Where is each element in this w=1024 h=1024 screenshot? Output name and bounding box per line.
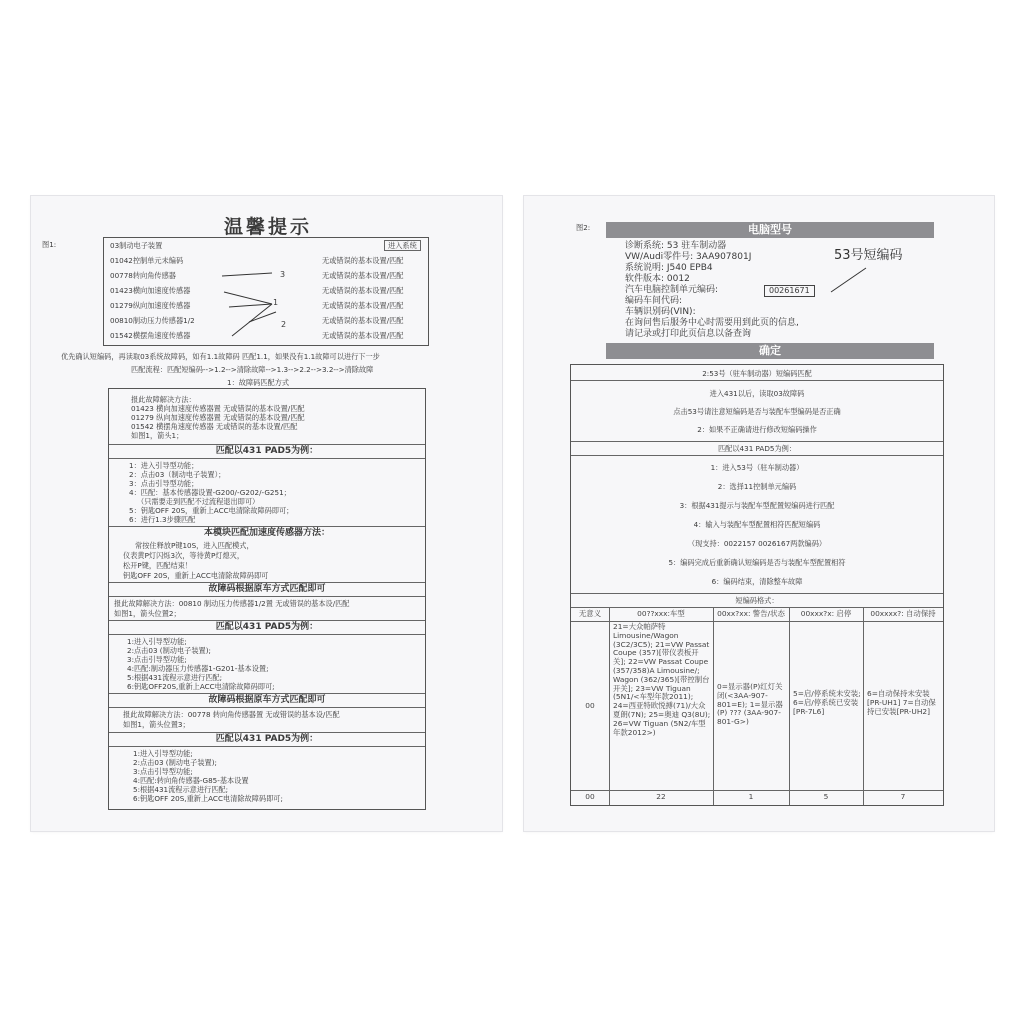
pad-title-1: 匹配以431 PAD5为例： [215,446,319,456]
table-header: 00??xxx:车型 [637,609,685,618]
callout-arrow [524,196,994,316]
step: 3：根据431提示与装配车型配置短编码进行匹配 [679,501,835,510]
pad1-line: 2：点击03（制动电子装置）； [129,470,226,479]
fault-description: 无或错误的基本设置/匹配 [322,271,404,280]
left-instruction-sheet [31,196,502,831]
callout-line [831,268,866,292]
short-code-value: 00261671 [764,285,815,297]
module-line: 仪表黄P灯闪烁3次，等待黄P灯熄灭， [123,551,245,560]
bottom-value: 00 [585,792,595,801]
figure-label: 图2: [576,223,591,232]
fault-description: 无或错误的基本设置/匹配 [322,316,404,325]
divider [109,634,425,635]
pad3-line: 4:匹配:转向角传感器-G85-基本设置 [133,776,249,785]
info-line: VW/Audi零件号: 3AA907801J [625,252,752,262]
divider [571,790,943,791]
pad3-line: 2:点击03 (制动电子装置); [133,758,217,767]
step: 2：选择11控制单元编码 [717,482,797,491]
fault-title-2: 故障码根据原车方式匹配即可 [208,695,326,705]
s1-line: 01423 横向加速度传感器置 无或错误的基本设置/匹配 [131,404,305,413]
divider [571,607,943,608]
pad2-line: 1:进入引导型功能; [127,637,187,646]
arrow-line [249,312,276,322]
s1-line: 如图1，箭头1； [131,431,184,440]
divider [109,746,425,747]
step: 4：输入与装配车型配置相符匹配短编码 [693,520,821,529]
pad3-line: 1:进入引导型功能; [133,749,193,758]
divider [109,526,425,527]
table-header: 00xxx?x: 启停 [800,609,852,618]
warning-codes: 0=显示器(P)红灯关闭(<3AA-907-801=E); 1=显示器(P) ??? (3AA-907-801-G>) [717,682,783,727]
step: 6：编码结束，清除整车故障 [711,577,803,586]
divider [109,458,425,459]
module-line: 松开P键，匹配结束！ [123,561,193,570]
divider [109,707,425,708]
f2-line: 报此故障解决方法：00778 转向角传感器置 无或错误的基本设/匹配 [123,710,340,719]
info-line: 请记录或打印此页信息以备查询 [625,329,752,339]
intro-line-2: 匹配流程：匹配短编码-->1.2-->清除故障-->1.3-->2.2-->3.2-->清除故障 [131,365,374,374]
short-code-label: 53号短编码 [834,248,903,263]
pad1-line: 6：进行1.3步骤匹配 [129,515,196,524]
fault-description: 无或错误的基本设置/匹配 [322,301,404,310]
arrow-line [222,273,272,276]
fault-code: 00810制动压力传感器1/2 [110,316,195,325]
arrow-line [224,292,272,304]
match-line: 点击53号请注意短编码是否与装配车型编码是否正确 [673,407,841,416]
enter-system-button[interactable]: 进入系统 [384,240,421,251]
divider [109,582,425,583]
pad3-line: 5:根据431流程示意进行匹配; [133,785,229,794]
module-title: 本模块匹配加速度传感器方法： [203,528,330,538]
table-col-line [713,607,714,805]
fault-description: 无或错误的基本设置/匹配 [322,286,404,295]
bottom-value: 22 [656,792,666,801]
pad2-line: 4:匹配:制动器压力传感器1-G201-基本设置; [127,664,269,673]
fault-code: 01423横向加速度传感器 [110,286,191,295]
arrow-annotations [104,238,430,347]
bottom-value: 1 [748,792,754,801]
confirm-button[interactable]: 确定 [606,343,934,359]
table-col-line [609,607,610,805]
arrow-line [229,304,272,307]
match-title: 2:53号（驻车制动器）短编码匹配 [702,369,812,378]
info-line: 在询问售后服务中心时需要用到此页的信息, [625,318,799,328]
fault-description: 无或错误的基本设置/匹配 [322,256,404,265]
sheet-title: 温馨提示 [224,216,313,238]
pad2-line: 2:点击03 (制动电子装置); [127,646,211,655]
coding-frame [570,364,944,806]
autohold-codes: 6=自动保持未安装[PR-UH1] 7=自动保持已安装[PR-UH2] [867,689,936,716]
table-col-line [789,607,790,805]
f2-line: 如图1，箭头位置3； [123,720,190,729]
startstop-codes: 5=启/停系统未安装; 6=启/停系统已安装[PR-7L6] [793,689,861,716]
fault-code: 01042控制单元未编码 [110,256,184,265]
fault-title-1: 故障码根据原车方式匹配即可 [208,584,326,594]
divider [571,441,943,442]
row-label: 00 [585,701,595,710]
pad1-line: 5：钥匙OFF 20S，重新上ACC电清除故障码即可； [129,506,294,515]
info-line: 编码车间代码: [625,296,683,306]
figure1-fault-list [103,237,429,346]
pad1-line: 3：点击引导型功能； [129,479,199,488]
pad2-line: 3:点击引导型功能; [127,655,187,664]
divider [109,693,425,694]
pad3-line: 3:点击引导型功能; [133,767,193,776]
bottom-value: 7 [900,792,906,801]
s1-line: 01542 横摆角速度传感器 无或错误的基本设置/匹配 [131,422,298,431]
info-line: 汽车电脑控制单元编码: [625,285,719,295]
step: 5：编码完成后重新确认短编码是否与装配车型配置相符 [668,558,846,567]
format-title: 短编码格式： [735,596,779,605]
pad-title-2: 匹配以431 PAD5为例： [215,622,319,632]
procedure-frame [108,388,426,810]
arrow-line [232,304,272,336]
pad1-line: 1：进入引导型功能； [129,461,199,470]
fault-description: 无或错误的基本设置/匹配 [322,331,404,340]
figure-label: 图1: [42,240,57,249]
pad-title: 匹配以431 PAD5为例： [717,444,797,453]
section1-title: 1：故障码匹配方式 [227,378,290,387]
info-line: 软件版本: 0012 [625,274,690,284]
arrow-label-1: 1 [273,298,279,307]
info-line: 诊断系统: 53 驻车制动器 [625,241,727,251]
divider [109,596,425,597]
pad1-line: （只需要走到匹配不过流程退出即可） [137,497,260,506]
pad1-line: 4：匹配：基本传感器设置-G200/-G202/-G251； [129,488,291,497]
pad-title-3: 匹配以431 PAD5为例： [215,734,319,744]
arrow-label-2: 2 [281,320,287,329]
fault-code: 01542横摆角速度传感器 [110,331,191,340]
table-col-line [863,607,864,805]
right-coding-sheet [524,196,994,831]
computer-model-header: 电脑型号 [606,222,934,238]
s1-line: 01279 纵向加速度传感器置 无或错误的基本设置/匹配 [131,413,305,422]
model-codes: 21=大众帕萨特 Limousine/Wagon (3C2/3C5); 21=VW Passat Coupe (357)[带仪表板开关]; 22=VW Passat Coupe (357/358)A Limousine/; Wagon (362/365)[带控制台开关]; 23=VW Tiguan (5N1/<车型年款2011); 24=西亚特欧悦搏(71)/大众夏朗(7N); 25=奥迪 Q3(8U); 26=VW Tiguan (5N2/车型年款2012>) [613,622,711,737]
arrow-label-3: 3 [280,270,286,279]
pad2-line: 6:钥匙OFF20S,重新上ACC电清除故障码即可; [127,682,275,691]
table-header: 00xxxx?: 自动保持 [870,609,936,618]
divider [571,593,943,594]
match-line: 进入431以后，读取03故障码 [709,389,805,398]
step: （现支持：0022157 0026167两款编码） [687,539,827,548]
divider [109,732,425,733]
fault-code: 00778转向角传感器 [110,271,176,280]
info-line: 车辆识别码(VIN): [625,307,696,317]
f1-line: 如图1，箭头位置2； [114,609,181,618]
divider [571,455,943,456]
divider [571,380,943,381]
pad2-line: 5:根据431流程示意进行匹配; [127,673,223,682]
divider [109,620,425,621]
s1-line: 报此故障解决方法： [131,395,196,404]
pad3-line: 6:钥匙OFF 20S,重新上ACC电清除故障码即可; [133,794,283,803]
info-line: 系统说明: J540 EPB4 [625,263,713,273]
fault-code: 01279纵向加速度传感器 [110,301,191,310]
match-line: 2：如果不正确请进行修改短编码操作 [697,425,817,434]
f1-line: 报此故障解决方法：00810 制动压力传感器1/2置 无或错误的基本设/匹配 [114,599,350,608]
step: 1：进入53号（驻车制动器） [710,463,804,472]
system-name: 03制动电子装置 [110,241,163,250]
module-line: 钥匙OFF 20S，重新上ACC电清除故障码即可 [123,571,269,580]
divider [109,444,425,445]
bottom-value: 5 [823,792,829,801]
table-header: 00xx?xx: 警告/状态 [717,609,785,618]
table-header: 无意义 [578,609,602,618]
intro-line-1: 优先确认短编码，再读取03系统故障码，如有1.1故障码 匹配1.1，如果没有1.1故障可以进行下一步 [61,352,380,361]
module-line: 常按住释放P键10S，进入匹配模式， [135,541,254,550]
